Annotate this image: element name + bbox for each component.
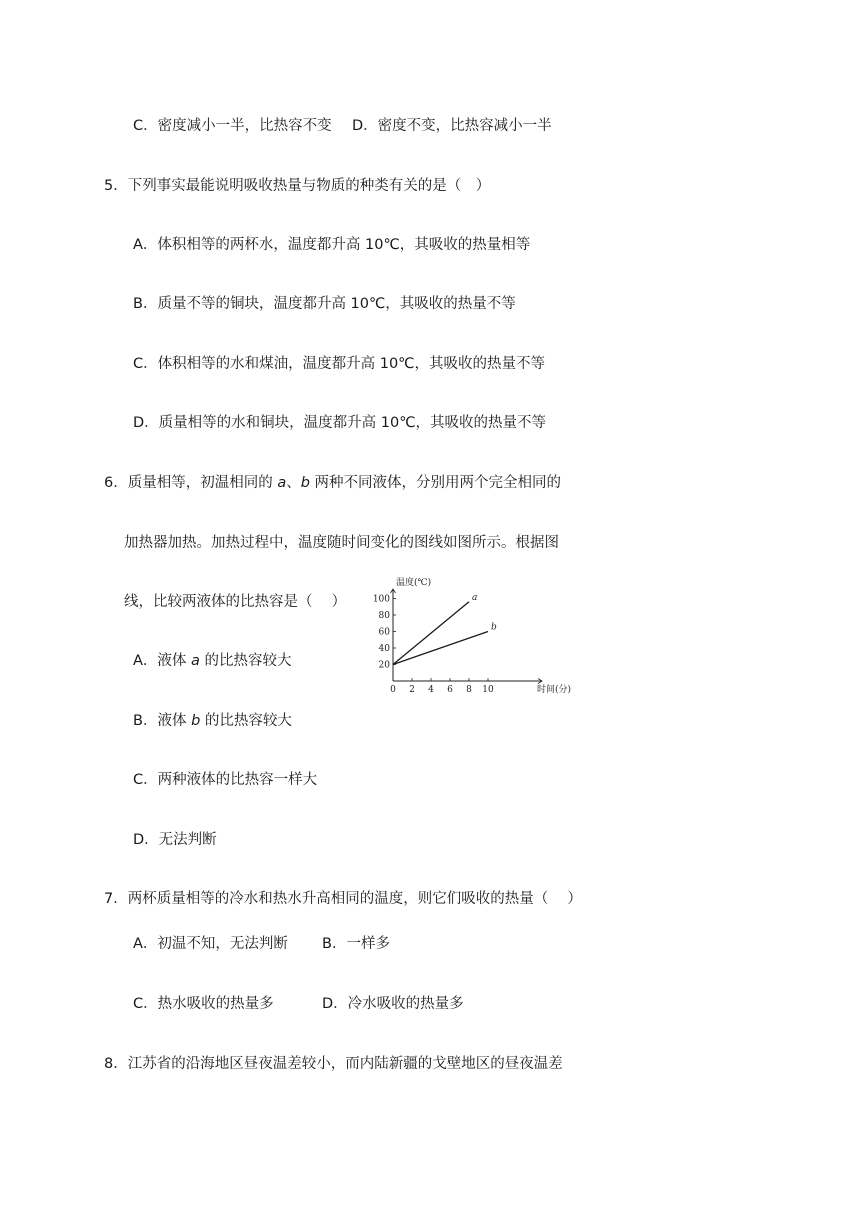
- y-tick-label: 80: [378, 611, 390, 621]
- q6-stem-1-mid: 、: [286, 475, 301, 491]
- q6-stem-line-1: [104, 473, 561, 493]
- q5-option-c: C．体积相等的水和煤油，温度都升高 10℃，其吸收的热量不等: [133, 356, 545, 372]
- series-label-a: a: [472, 592, 478, 603]
- q6-option-a-pre: A．液体: [133, 653, 192, 669]
- y-tick-label: 60: [378, 627, 390, 638]
- series-label-b: b: [491, 622, 497, 633]
- temperature-time-chart: [366, 576, 572, 702]
- q5-stem: 5．下列事实最能说明吸收热量与物质的种类有关的是（ ）: [104, 178, 491, 194]
- chart-axes: [391, 589, 543, 684]
- q4-option-d: D．密度不变，比热容减小一半: [352, 118, 552, 134]
- q6-option-d: D．无法判断: [133, 832, 217, 848]
- y-tick-label: 40: [378, 644, 390, 654]
- q6-var-a: a: [277, 475, 287, 491]
- y-tick-label: 20: [378, 660, 390, 671]
- q6-option-b-pre: B．液体: [133, 713, 192, 729]
- q7-option-d: D．冷水吸收的热量多: [322, 996, 464, 1012]
- q6-option-b-post: 的比热容较大: [200, 713, 292, 729]
- q6-option-a-post: 的比热容较大: [199, 653, 292, 669]
- q6-option-b-var: b: [191, 713, 201, 729]
- q7-option-a: A．初温不知，无法判断: [133, 936, 288, 952]
- q7-stem: 7．两杯质量相等的冷水和热水升高相同的温度，则它们吸收的热量（ ）: [104, 891, 582, 907]
- x-axis-label: 时间(分): [537, 685, 572, 695]
- x-tick-label: 10: [482, 685, 494, 695]
- q6-option-c: C．两种液体的比热容一样大: [133, 772, 318, 788]
- q6-stem-line-3: 线，比较两液体的比热容是（ ）: [124, 594, 347, 610]
- x-tick-label: 2: [409, 685, 415, 695]
- q7-option-b: B．一样多: [322, 936, 390, 952]
- series-line-a: [393, 602, 469, 665]
- q5-option-a: A．体积相等的两杯水，温度都升高 10℃，其吸收的热量相等: [133, 237, 531, 253]
- q5-option-b: B．质量不等的铜块，温度都升高 10℃，其吸收的热量不等: [133, 296, 516, 312]
- q6-stem-line-2: 加热器加热。加热过程中，温度随时间变化的图线如图所示。根据图: [124, 535, 559, 551]
- chart-labels: [373, 576, 571, 695]
- q8-stem: 8．江苏省的沿海地区昼夜温差较小，而内陆新疆的戈壁地区的昼夜温差: [104, 1056, 563, 1072]
- y-tick-label: 100: [372, 594, 390, 605]
- series-line-b: [393, 632, 488, 665]
- q6-var-b: b: [300, 475, 310, 491]
- y-axis-label: 温度(℃): [396, 578, 432, 588]
- q6-option-b: [133, 711, 292, 731]
- q6-option-a-var: a: [191, 653, 200, 669]
- q7-option-c: C．热水吸收的热量多: [133, 996, 274, 1012]
- x-tick-label: 8: [466, 685, 472, 695]
- q6-stem-1-pre: 6．质量相等，初温相同的: [104, 475, 278, 491]
- x-tick-label: 4: [428, 685, 434, 695]
- q6-stem-1-post: 两种不同液体，分别用两个完全相同的: [309, 475, 562, 491]
- q6-option-a: [133, 651, 292, 671]
- x-tick-label: 6: [447, 685, 453, 695]
- x-tick-label: 0: [390, 685, 396, 695]
- q5-option-d: D．质量相等的水和铜块，温度都升高 10℃，其吸收的热量不等: [133, 415, 547, 431]
- q4-option-c: C．密度减小一半，比热容不变: [133, 118, 332, 134]
- chart-series: [393, 602, 488, 665]
